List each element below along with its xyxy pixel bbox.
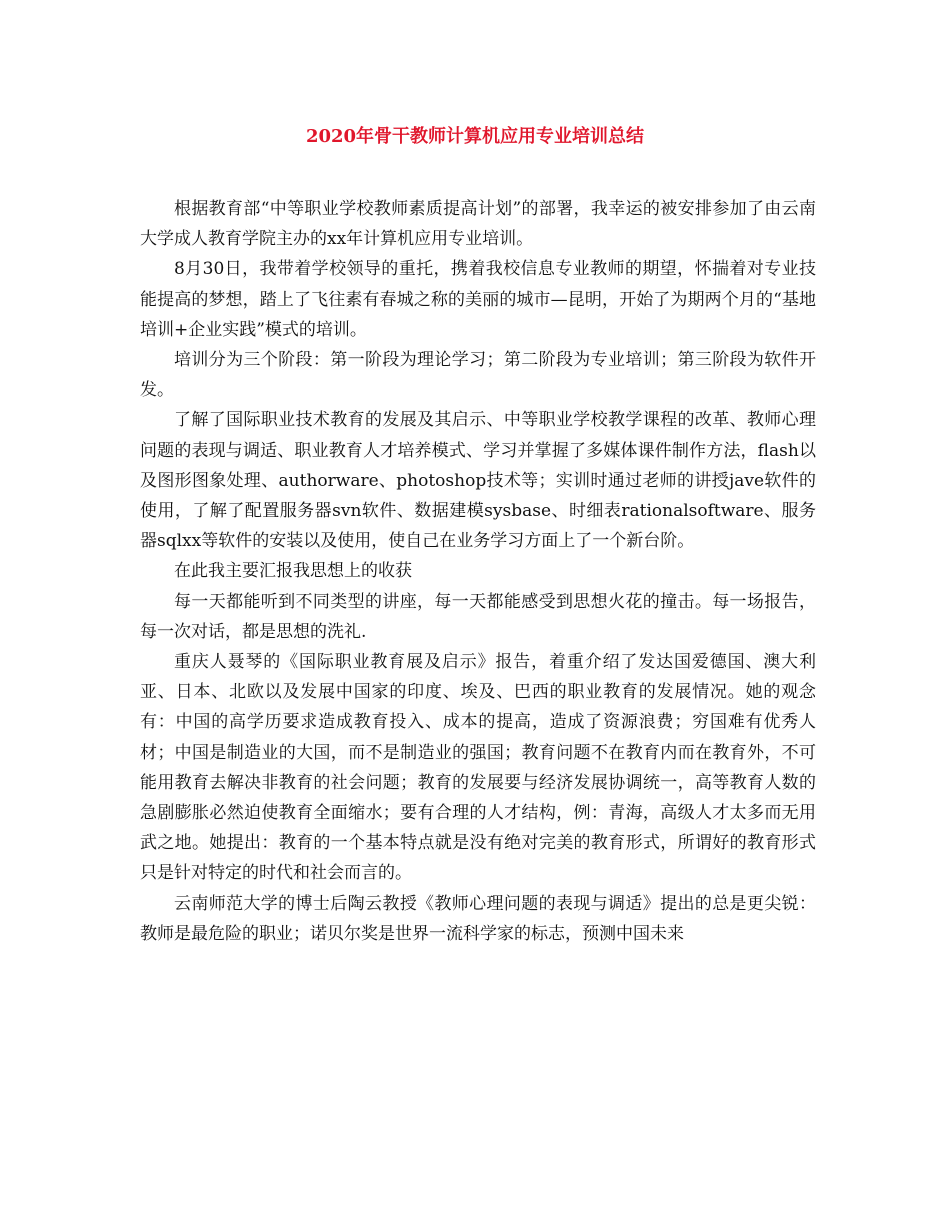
paragraph-nie-qin: 重庆人聂琴的《国际职业教育展及启示》报告，着重介绍了发达国爱德国、澳大利亚、日本、北欧以及发展中国家的印度、埃及、巴西的职业教育的发展情况。她的观念有：中国的高学历要求造成教育投入、成本的提高，造成了资源浪费；穷国难有优秀人材；中国是制造业的大国，而不是制造业的强国；教育问题不在教育内而在教育外，不可能用教育去解决非教育的社会问题；教育的发展要与经济发展协调统一，高等教育人数的急剧膨胀必然迫使教育全面缩水；要有合理的人才结构，例：青海，高级人才太多而无用武之地。她提出：教育的一个基本特点就是没有绝对完美的教育形式，所谓好的教育形式只是针对特定的时代和社会而言的。 (140, 652, 816, 884)
document-body (140, 194, 816, 949)
paragraph-departure: 8月30日，我带着学校领导的重托，携着我校信息专业教师的期望，怀揣着对专业技能提高的梦想，踏上了飞往素有春城之称的美丽的城市—昆明，开始了为期两个月的“基地培训+企业实践”模式的培训。 (140, 259, 816, 340)
paragraph-tao-yun: 云南师范大学的博士后陶云教授《教师心理问题的表现与调适》提出的总是更尖锐：教师是最危险的职业；诺贝尔奖是世界一流科学家的标志，预测中国未来 (140, 893, 816, 944)
paragraph-intro: 根据教育部“中等职业学校教师素质提高计划”的部署，我幸运的被安排参加了由云南大学成人教育学院主办的xx年计算机应用专业培训。 (140, 199, 816, 250)
paragraph-learned: 了解了国际职业技术教育的发展及其启示、中等职业学校教学课程的改革、教师心理问题的表现与调适、职业教育人才培养模式、学习并掌握了多媒体课件制作方法，flash以及图形图象处理、authorware、photoshop技术等；实训时通过老师的讲授jave软件的使用，了解了配置服务器svn软件、数据建模sysbase、时细表rationalsoftware、服务器sqlxx等软件的安装以及使用，使自己在业务学习方面上了一个新台阶。 (140, 410, 816, 552)
paragraph-report-heading: 在此我主要汇报我思想上的收获 (174, 561, 412, 582)
paragraph-lectures: 每一天都能听到不同类型的讲座，每一天都能感受到思想火花的撞击。每一场报告，每一次对话，都是思想的洗礼. (140, 591, 816, 642)
document-title: 2020年骨干教师计算机应用专业培训总结 (305, 126, 645, 147)
paragraph-stages: 培训分为三个阶段：第一阶段为理论学习；第二阶段为专业培训；第三阶段为软件开发。 (140, 350, 816, 401)
